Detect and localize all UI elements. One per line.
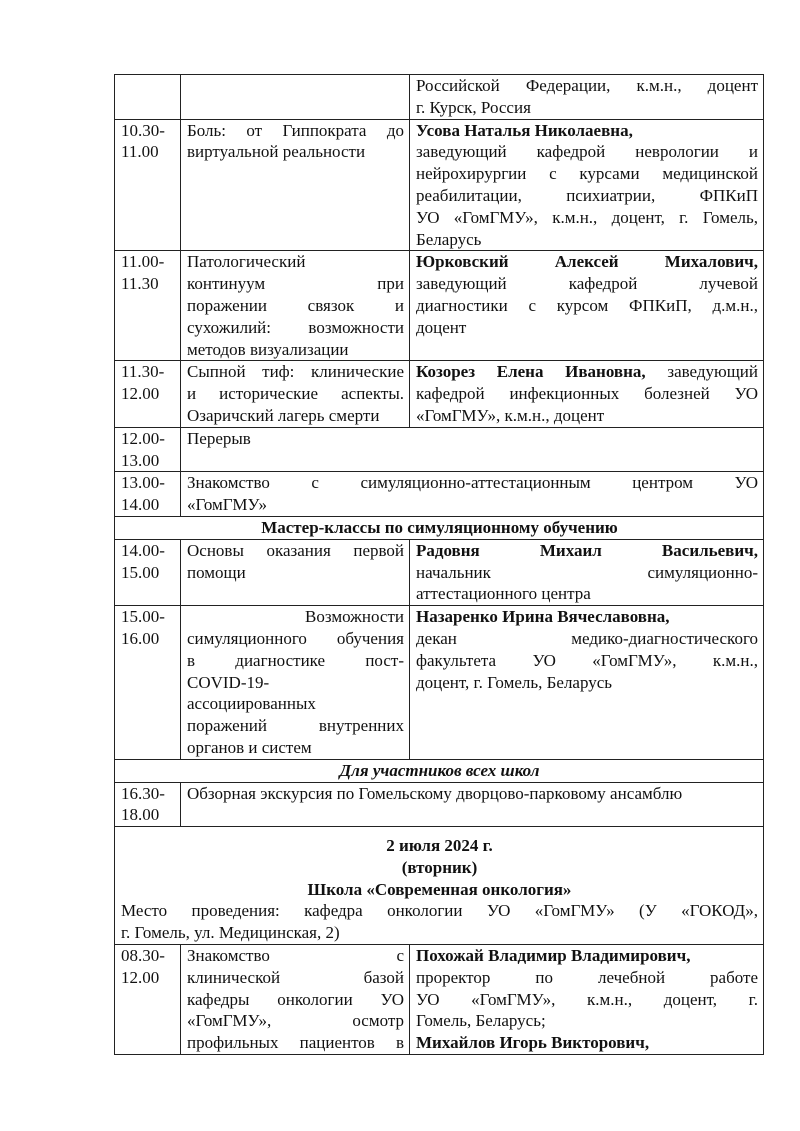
topic-cell-wide — [181, 472, 764, 517]
topic-line: Патологический — [187, 252, 306, 272]
speaker-line: начальник симуляционно- — [416, 562, 758, 582]
time-cell — [115, 539, 181, 605]
topic-line: COVID-19- — [187, 672, 270, 692]
time-start: 08.30- — [121, 946, 165, 966]
speaker-line: Гомель, Беларусь; — [416, 1011, 546, 1031]
time-cell — [115, 361, 181, 427]
topic-cell — [181, 75, 410, 120]
section-row — [115, 759, 764, 782]
speaker-name: Козорез Елена Ивановна, — [416, 362, 646, 382]
topic-line: сухожилий: возможности — [187, 317, 404, 337]
table-row — [115, 119, 764, 251]
time-cell — [115, 427, 181, 472]
topic-line: «ГомГМУ», осмотр — [187, 1011, 404, 1031]
table-row — [115, 782, 764, 827]
speaker-line: УО «ГомГМУ», к.м.н., доцент, г. Гомель, — [416, 207, 758, 227]
time-end: 11.30 — [121, 274, 159, 294]
time-start: 16.30- — [121, 783, 165, 803]
time-cell — [115, 945, 181, 1055]
topic-line: Обзорная экскурсия по Гомельскому дворцово-парковому ансамблю — [187, 783, 683, 803]
time-cell — [115, 472, 181, 517]
speaker-line: г. Курск, Россия — [416, 97, 531, 117]
section-row — [115, 516, 764, 539]
table-row — [115, 361, 764, 427]
speaker-name: Юрковский Алексей Михалович, — [416, 252, 758, 272]
time-cell — [115, 75, 181, 120]
time-end: 12.00 — [121, 384, 160, 404]
topic-line: и исторические аспекты. — [187, 384, 404, 404]
speaker-line: реабилитации, психиатрии, ФПКиП — [416, 185, 758, 205]
time-end: 15.00 — [121, 562, 160, 582]
time-end: 13.00 — [121, 450, 160, 470]
speaker-line: Российской Федерации, к.м.н., доцент — [416, 76, 758, 95]
speaker-first-line — [416, 361, 758, 383]
topic-line: в диагностике пост- — [187, 650, 404, 670]
speaker-name: Назаренко Ирина Вячеславовна, — [416, 607, 670, 627]
day-date: 2 июля 2024 г. — [386, 836, 493, 856]
topic-line: Знакомство с — [187, 946, 404, 966]
topic-line: Возможности — [305, 607, 404, 627]
speaker-cell — [410, 119, 764, 251]
time-cell — [115, 119, 181, 251]
table-row — [115, 472, 764, 517]
speaker-line: Беларусь — [416, 229, 482, 249]
day-cell — [115, 827, 764, 945]
time-start: 12.00- — [121, 428, 165, 448]
section-title: Мастер-классы по симуляционному обучению — [261, 517, 618, 537]
topic-cell — [181, 251, 410, 361]
time-start: 11.00- — [121, 252, 165, 272]
time-start: 11.30- — [121, 362, 165, 382]
topic-line: методов визуализации — [187, 339, 349, 359]
time-start: 10.30- — [121, 120, 165, 140]
day-row — [115, 827, 764, 945]
speaker-cell — [410, 606, 764, 760]
speaker-line: диагностики с курсом ФПКиП, д.м.н., — [416, 295, 758, 315]
table-row — [115, 606, 764, 760]
table-row — [115, 75, 764, 120]
speaker-line: аттестационного центра — [416, 584, 591, 604]
table-row — [115, 251, 764, 361]
section-cell — [115, 759, 764, 782]
time-start: 14.00- — [121, 540, 165, 560]
topic-line: Перерыв — [187, 428, 251, 448]
topic-line: симуляционного обучения — [187, 628, 404, 648]
table-row — [115, 539, 764, 605]
time-cell — [115, 251, 181, 361]
time-start: 13.00- — [121, 473, 165, 493]
speaker-name: Михайлов Игорь Викторович, — [416, 1033, 650, 1053]
time-end: 16.00 — [121, 628, 160, 648]
speaker-line: доцент, г. Гомель, Беларусь — [416, 672, 613, 692]
speaker-name: Усова Наталья Николаевна, — [416, 120, 633, 140]
speaker-cell — [410, 361, 764, 427]
topic-line: клинической базой — [187, 967, 404, 987]
time-end: 11.00 — [121, 142, 159, 162]
time-end: 12.00 — [121, 967, 160, 987]
table-row — [115, 427, 764, 472]
section-cell — [115, 516, 764, 539]
topic-line: Озаричский лагерь смерти — [187, 405, 380, 425]
speaker-cell — [410, 539, 764, 605]
topic-cell — [181, 119, 410, 251]
topic-line: поражений внутренних — [187, 716, 404, 736]
time-end: 14.00 — [121, 495, 160, 515]
topic-line: «ГомГМУ» — [187, 495, 267, 515]
venue-line: г. Гомель, ул. Медицинская, 2) — [121, 923, 340, 943]
speaker-line: нейрохирургии с курсами медицинской — [416, 164, 758, 184]
topic-line: помощи — [187, 562, 246, 582]
topic-cell-wide — [181, 427, 764, 472]
time-end: 18.00 — [121, 805, 160, 825]
topic-cell — [181, 606, 410, 760]
time-start: 15.00- — [121, 607, 165, 627]
speaker-line: «ГомГМУ», к.м.н., доцент — [416, 405, 605, 425]
speaker-cell — [410, 75, 764, 120]
speaker-line: заведующий — [667, 362, 759, 382]
topic-line: Сыпной тиф: клинические — [187, 362, 404, 382]
topic-line: Основы оказания первой — [187, 540, 404, 560]
topic-line: континуум при — [187, 274, 404, 294]
venue-line: Место проведения: кафедра онкологии УО «ГомГМУ» (У «ГОКОД», — [121, 901, 758, 921]
topic-line: Знакомство с симуляционно-аттестационным центром УО — [187, 473, 758, 493]
topic-cell — [181, 361, 410, 427]
section-title: Для участников всех школ — [339, 760, 540, 780]
table-row — [115, 945, 764, 1055]
speaker-line: проректор по лечебной работе — [416, 967, 758, 987]
speaker-line: кафедрой инфекционных болезней УО — [416, 384, 758, 404]
topic-line: ассоциированных — [187, 694, 316, 714]
topic-line: кафедры онкологии УО — [187, 989, 404, 1009]
topic-cell — [181, 945, 410, 1055]
school-title: Школа «Современная онкология» — [307, 879, 572, 899]
speaker-line: факультета УО «ГомГМУ», к.м.н., — [416, 650, 758, 670]
topic-line: профильных пациентов в — [187, 1033, 404, 1053]
speaker-cell — [410, 945, 764, 1055]
time-cell — [115, 606, 181, 760]
topic-line: виртуальной реальности — [187, 142, 366, 162]
speaker-name: Радовня Михаил Васильевич, — [416, 540, 758, 560]
speaker-line: заведующий кафедрой неврологии и — [416, 142, 758, 162]
speaker-cell — [410, 251, 764, 361]
topic-cell — [181, 539, 410, 605]
topic-cell-wide — [181, 782, 764, 827]
day-weekday: (вторник) — [401, 857, 478, 877]
speaker-line: УО «ГомГМУ», к.м.н., доцент, г. — [416, 989, 758, 1009]
program-table — [114, 74, 764, 1055]
topic-line: поражении связок и — [187, 295, 404, 315]
speaker-line: заведующий кафедрой лучевой — [416, 274, 758, 294]
speaker-name: Похожай Владимир Владимирович, — [416, 946, 691, 966]
speaker-line: доцент — [416, 317, 467, 337]
topic-line: органов и систем — [187, 737, 312, 757]
time-cell — [115, 782, 181, 827]
speaker-line: декан медико-диагностического — [416, 628, 758, 648]
topic-line: Боль: от Гиппократа до — [187, 120, 404, 140]
